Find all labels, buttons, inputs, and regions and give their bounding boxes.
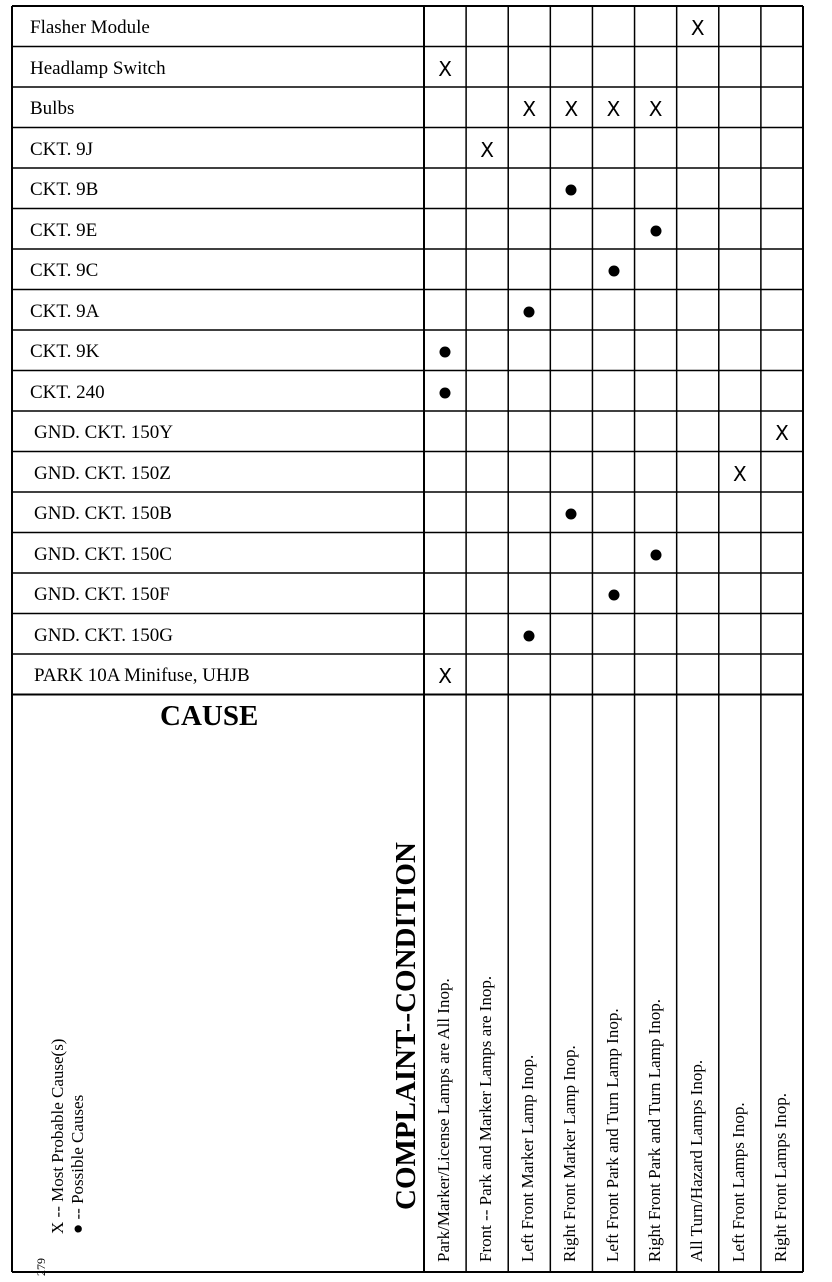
most-probable-mark: X: [732, 461, 747, 486]
condition-label: Right Front Lamps Inop.: [770, 1092, 790, 1262]
legend-most-probable: X -- Most Probable Cause(s): [48, 1038, 67, 1234]
possible-cause-mark: [524, 630, 535, 641]
legend-possible: ● -- Possible Causes: [68, 1094, 87, 1234]
possible-cause-mark: [608, 590, 619, 601]
most-probable-mark: X: [438, 56, 452, 81]
possible-cause-mark: [566, 509, 577, 520]
condition-label: Left Front Lamps Inop.: [728, 1102, 748, 1262]
cause-label: GND. CKT. 150G: [34, 624, 173, 646]
cause-label: Headlamp Switch: [30, 57, 166, 79]
condition-label: Left Front Park and Turn Lamp Inop.: [602, 1008, 622, 1262]
cause-label: CKT. 9K: [30, 341, 100, 362]
cause-label: GND. CKT. 150B: [34, 503, 172, 524]
cause-title: CAUSE: [160, 700, 259, 732]
condition-label: Park/Marker/License Lamps are All Inop.: [434, 978, 454, 1262]
most-probable-mark: X: [775, 421, 789, 446]
cause-label: GND. CKT. 150F: [34, 584, 170, 605]
cause-label: GND. CKT. 150Y: [34, 422, 173, 443]
cause-label: CKT. 9E: [30, 219, 98, 241]
possible-cause-mark: [566, 185, 577, 196]
cause-label: CKT. 9B: [30, 179, 99, 200]
most-probable-mark: X: [480, 137, 495, 162]
possible-cause-mark: [440, 347, 451, 358]
page-number: 279: [34, 1258, 48, 1276]
most-probable-mark: X: [564, 97, 579, 122]
possible-cause-mark: [608, 266, 619, 277]
possible-cause-mark: [650, 549, 661, 560]
possible-cause-mark: [650, 225, 661, 236]
cause-label: Flasher Module: [30, 17, 150, 38]
most-probable-mark: X: [606, 97, 621, 122]
cause-label: CKT. 9C: [30, 260, 99, 281]
cause-label: PARK 10A Minifuse, UHJB: [34, 665, 250, 686]
cause-label: Bulbs: [30, 98, 75, 119]
cause-label: CKT. 9A: [30, 300, 100, 322]
cause-label: GND. CKT. 150Z: [34, 462, 171, 484]
condition-label: All Turn/Hazard Lamps Inop.: [686, 1059, 706, 1262]
most-probable-mark: X: [690, 16, 705, 41]
condition-label: Right Front Marker Lamp Inop.: [560, 1045, 580, 1262]
most-probable-mark: X: [438, 664, 452, 689]
cause-label: GND. CKT. 150C: [34, 543, 172, 565]
condition-label: Right Front Park and Turn Lamp Inop.: [644, 998, 664, 1262]
complaint-condition-title: COMPLAINT--CONDITION: [390, 842, 422, 1210]
possible-cause-mark: [524, 306, 535, 317]
possible-cause-mark: [440, 387, 451, 398]
most-probable-mark: X: [522, 97, 537, 122]
cause-label: CKT. 9J: [30, 138, 93, 160]
condition-label: Left Front Marker Lamp Inop.: [518, 1054, 538, 1262]
cause-label: CKT. 240: [30, 381, 105, 403]
condition-label: Front -- Park and Marker Lamps are Inop.: [476, 975, 496, 1262]
most-probable-mark: X: [648, 97, 663, 122]
